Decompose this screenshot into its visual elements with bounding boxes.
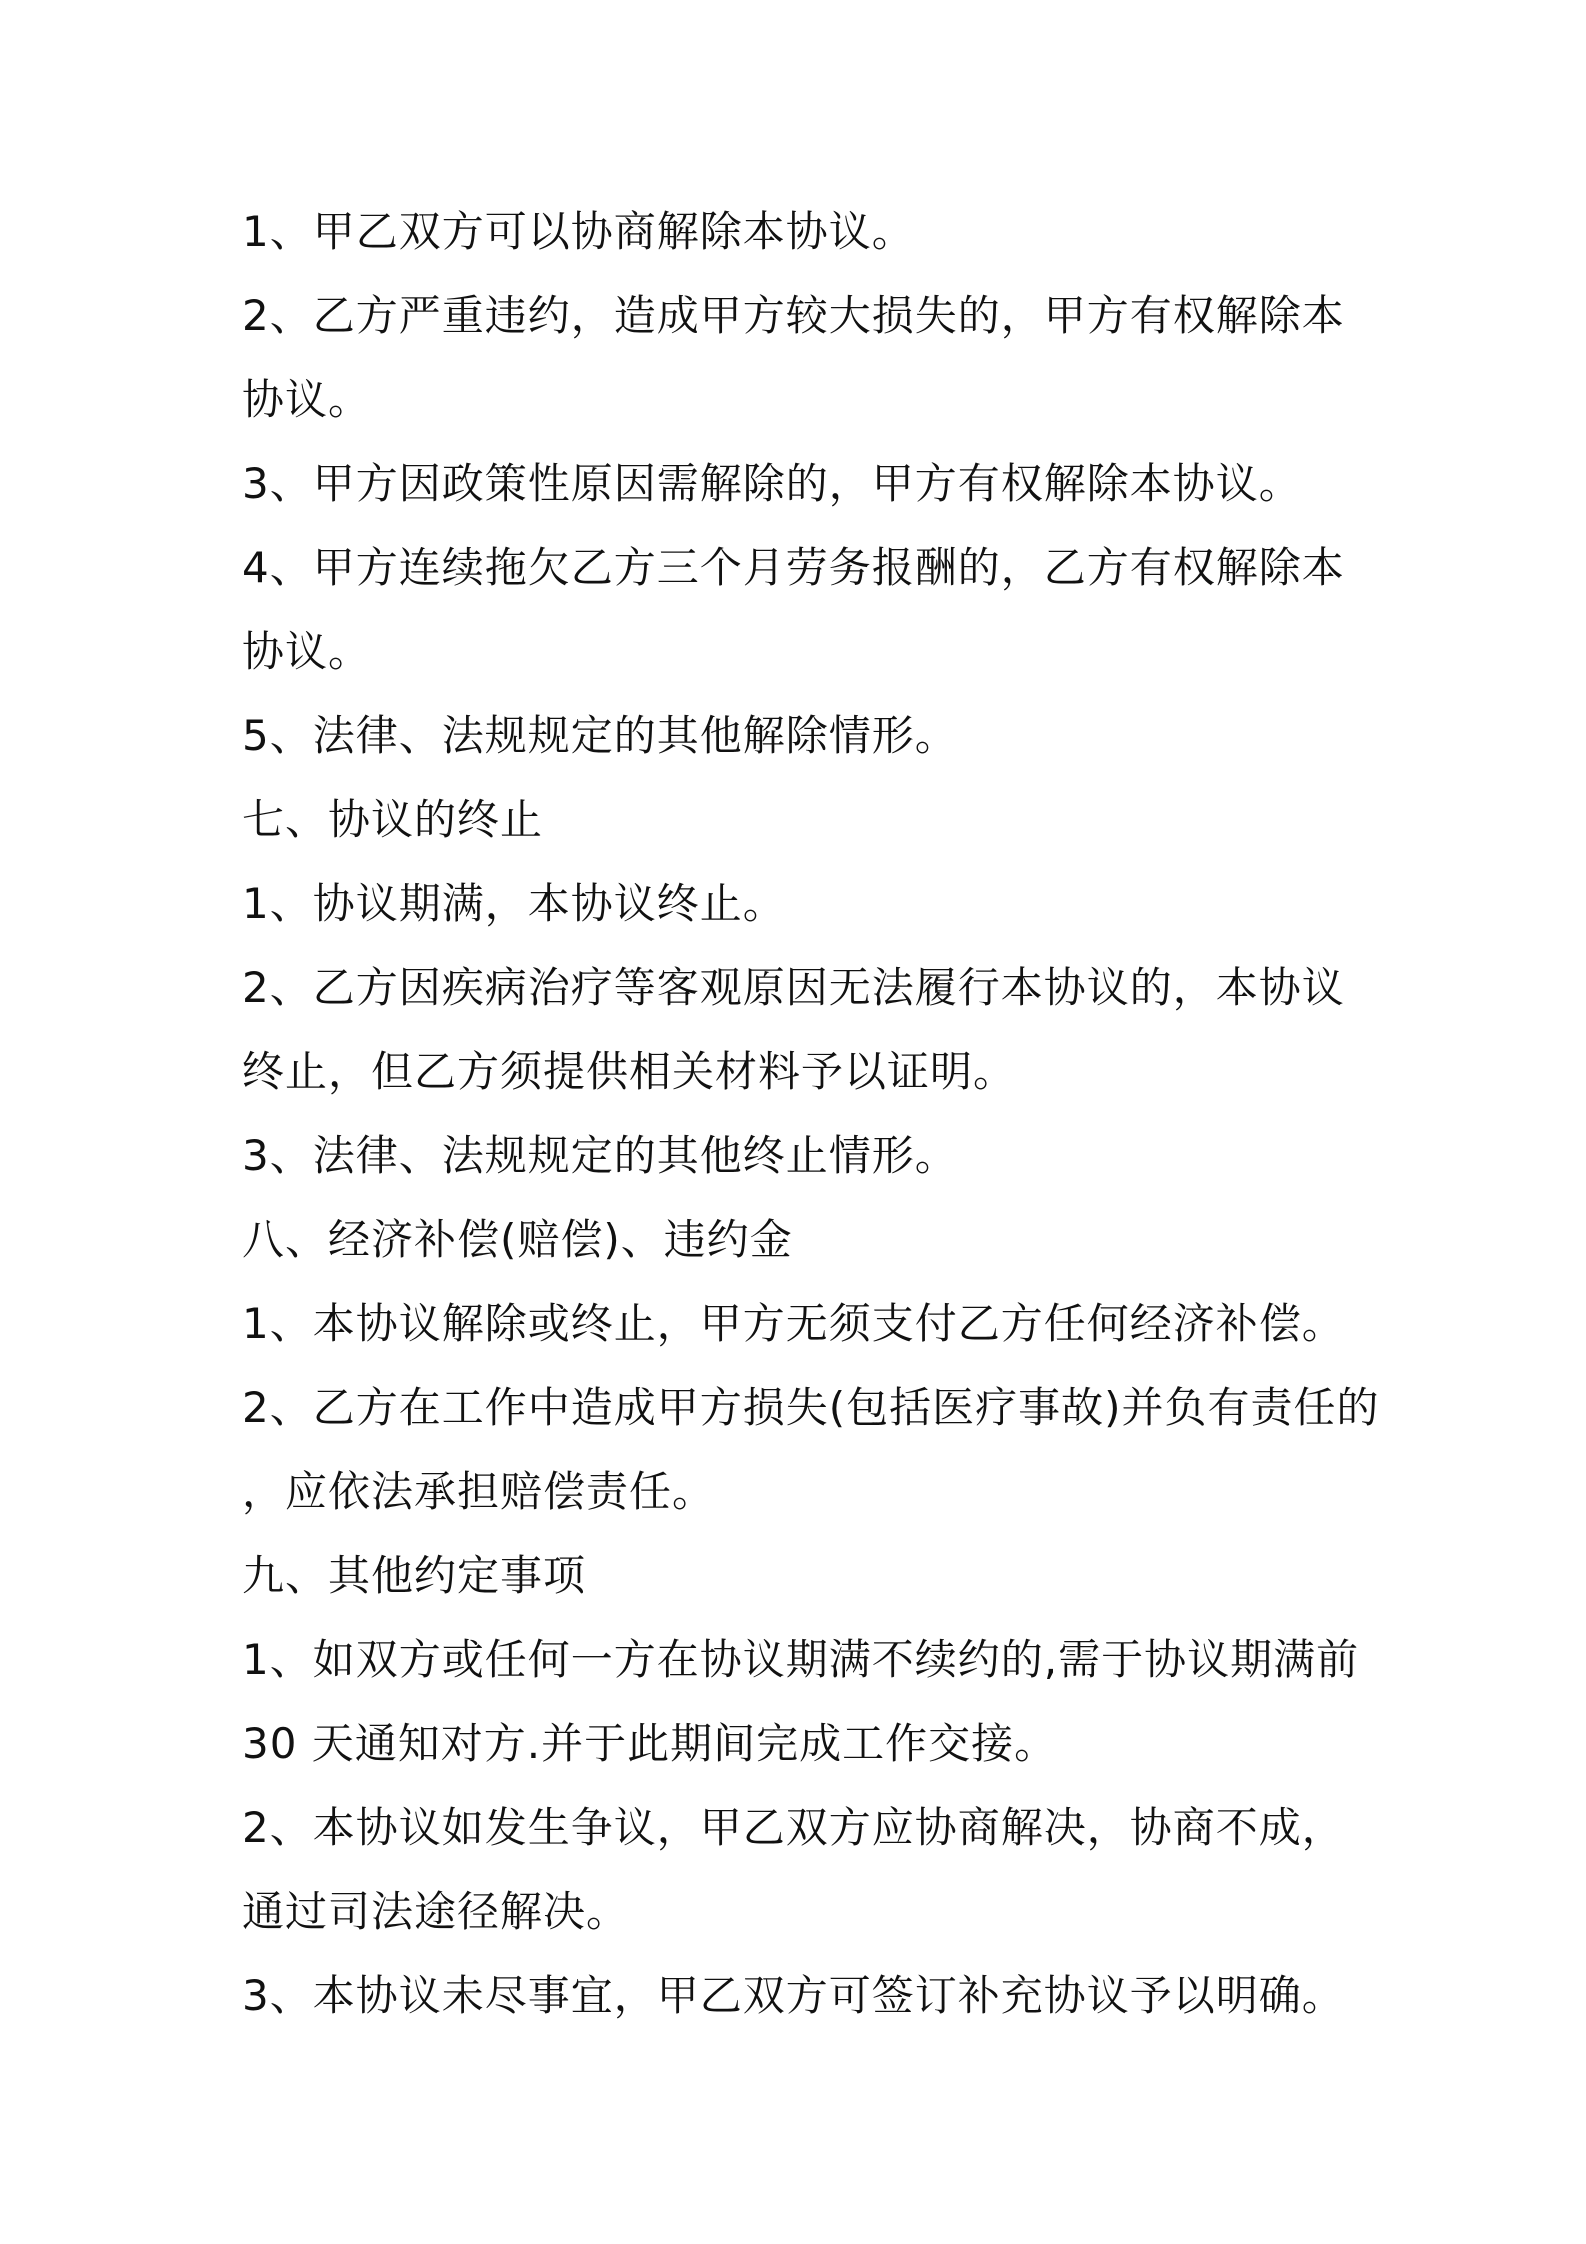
clause-line: 协议。 [242,627,372,676]
clause-line: 1、甲乙双方可以协商解除本协议。 [242,207,915,256]
clause-line: 3、法律、法规规定的其他终止情形。 [242,1131,958,1180]
clause-line: 2、乙方因疾病治疗等客观原因无法履行本协议的，本协议 [242,963,1345,1012]
clause-line: 4、甲方连续拖欠乙方三个月劳务报酬的，乙方有权解除本 [242,543,1345,592]
clause-line: 2、本协议如发生争议，甲乙双方应协商解决，协商不成， [242,1803,1345,1852]
clause-line: 终止，但乙方须提供相关材料予以证明。 [242,1047,1017,1096]
clause-line: 30 天通知对方.并于此期间完成工作交接。 [242,1719,1058,1768]
clause-line: 通过司法途径解决。 [242,1887,630,1936]
clause-line: 3、甲方因政策性原因需解除的，甲方有权解除本协议。 [242,459,1302,508]
section-heading: 九、其他约定事项 [242,1551,587,1600]
clause-line: 2、乙方在工作中造成甲方损失(包括医疗事故)并负有责任的 [242,1383,1380,1432]
section-heading: 七、协议的终止 [242,795,544,844]
clause-line: 3、本协议未尽事宜，甲乙双方可签订补充协议予以明确。 [242,1971,1345,2020]
clause-line: ，应依法承担赔偿责任。 [242,1467,716,1516]
clause-line: 1、协议期满，本协议终止。 [242,879,786,928]
clause-line: 2、乙方严重违约，造成甲方较大损失的，甲方有权解除本 [242,291,1345,340]
section-heading: 八、经济补偿(赔偿)、违约金 [242,1215,793,1264]
clause-line: 5、法律、法规规定的其他解除情形。 [242,711,958,760]
clause-line: 1、如双方或任何一方在协议期满不续约的,需于协议期满前 [242,1635,1360,1684]
clause-line: 协议。 [242,375,372,424]
clause-line: 1、本协议解除或终止，甲方无须支付乙方任何经济补偿。 [242,1299,1345,1348]
document-body [242,190,1380,2038]
